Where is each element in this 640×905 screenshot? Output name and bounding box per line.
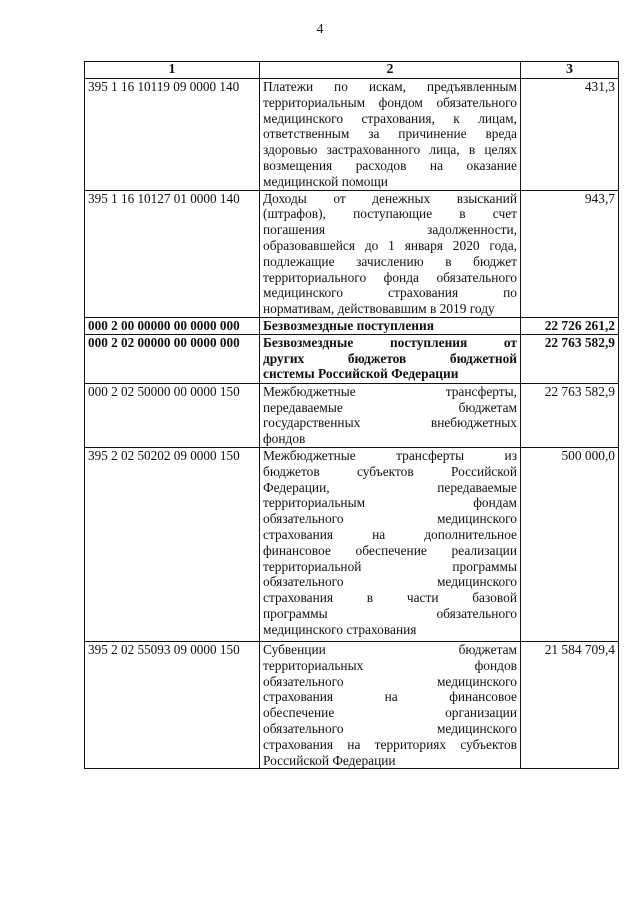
- amount-cell: 22 763 582,9: [521, 334, 619, 383]
- table-row: [85, 447, 619, 641]
- description-line: фондов: [263, 431, 306, 447]
- description-cell: [260, 190, 521, 317]
- description-line: территориального фонда обязательного: [263, 269, 517, 285]
- description-line: территориальной программы: [263, 558, 517, 574]
- description-line: подлежащие зачислению в бюджет: [263, 253, 517, 269]
- amount-cell: 500 000,0: [521, 447, 619, 641]
- description-line: здоровью застрахованного лица, в целях: [263, 142, 517, 158]
- description-line: Субвенции бюджетам: [263, 641, 517, 657]
- budget-code-cell: 395 2 02 50202 09 0000 150: [85, 447, 260, 641]
- page-number: 4: [316, 22, 324, 37]
- column-header-1: 1: [85, 62, 260, 79]
- table-row: [85, 190, 619, 317]
- description-cell: [260, 447, 521, 641]
- description-line: Федерации, передаваемые: [263, 479, 517, 495]
- description-line: страхования на финансовое: [263, 689, 517, 705]
- amount-cell: 22 763 582,9: [521, 383, 619, 447]
- description-line: страхования на дополнительное: [263, 526, 517, 542]
- description-line: медицинского страхования по: [263, 285, 517, 301]
- description-line: государственных внебюджетных: [263, 415, 517, 431]
- description-line: Межбюджетные трансферты,: [263, 383, 517, 399]
- description-cell: [260, 317, 521, 334]
- description-line: погашения задолженности,: [263, 222, 517, 238]
- amount-cell: 21 584 709,4: [521, 641, 619, 768]
- description-cell: [260, 641, 521, 768]
- description-line: территориальным фондам: [263, 495, 517, 511]
- table-row: [85, 641, 619, 768]
- amount-cell: 431,3: [521, 79, 619, 191]
- budget-code-cell: 000 2 02 50000 00 0000 150: [85, 383, 260, 447]
- description-cell: [260, 383, 521, 447]
- table-header-row: [85, 62, 619, 79]
- description-line: обеспечение организации: [263, 705, 517, 721]
- description-line: программы обязательного: [263, 605, 517, 621]
- description-line: страхования на территориях субъектов: [263, 736, 517, 752]
- description-line: Межбюджетные трансферты из: [263, 447, 517, 463]
- budget-code-cell: 000 2 00 00000 00 0000 000: [85, 317, 260, 334]
- description-line: обязательного медицинского: [263, 574, 517, 590]
- description-line: Российской Федерации: [263, 752, 396, 768]
- description-line: других бюджетов бюджетной: [263, 350, 517, 366]
- table-row: [85, 317, 619, 334]
- description-line: обязательного медицинского: [263, 720, 517, 736]
- description-line: Доходы от денежных взысканий: [263, 190, 517, 206]
- description-line: обязательного медицинского: [263, 673, 517, 689]
- description-line: системы Российской Федерации: [263, 366, 459, 382]
- description-cell: [260, 334, 521, 383]
- budget-code-cell: 395 1 16 10119 09 0000 140: [85, 79, 260, 191]
- budget-revenue-table: [84, 61, 619, 769]
- budget-code-cell: 000 2 02 00000 00 0000 000: [85, 334, 260, 383]
- description-line: Платежи по искам, предъявленным: [263, 79, 517, 94]
- description-line: страхования в части базовой: [263, 590, 517, 606]
- description-line: Безвозмездные поступления: [263, 317, 434, 333]
- description-line: возмещения расходов на оказание: [263, 157, 517, 173]
- column-header-2: 2: [260, 62, 521, 79]
- description-line: образовавшейся до 1 января 2020 года,: [263, 237, 517, 253]
- description-line: бюджетов субъектов Российской: [263, 463, 517, 479]
- table-row: [85, 79, 619, 191]
- table-row: [85, 383, 619, 447]
- description-line: Безвозмездные поступления от: [263, 334, 517, 350]
- description-line: медицинского страхования: [263, 621, 417, 637]
- budget-code-cell: 395 2 02 55093 09 0000 150: [85, 641, 260, 768]
- description-line: (штрафов), поступающие в счет: [263, 206, 517, 222]
- description-line: территориальным фондом обязательного: [263, 94, 517, 110]
- description-line: передаваемые бюджетам: [263, 399, 517, 415]
- description-line: ответственным за причинение вреда: [263, 126, 517, 142]
- amount-cell: 22 726 261,2: [521, 317, 619, 334]
- description-line: обязательного медицинского: [263, 511, 517, 527]
- description-line: нормативам, действовавшим в 2019 году: [263, 301, 495, 317]
- table-row: [85, 334, 619, 383]
- column-header-3: 3: [521, 62, 619, 79]
- description-line: финансовое обеспечение реализации: [263, 542, 517, 558]
- budget-code-cell: 395 1 16 10127 01 0000 140: [85, 190, 260, 317]
- description-cell: [260, 79, 521, 191]
- description-line: медицинского страхования, к лицам,: [263, 110, 517, 126]
- description-line: медицинской помощи: [263, 173, 388, 189]
- description-line: территориальных фондов: [263, 657, 517, 673]
- amount-cell: 943,7: [521, 190, 619, 317]
